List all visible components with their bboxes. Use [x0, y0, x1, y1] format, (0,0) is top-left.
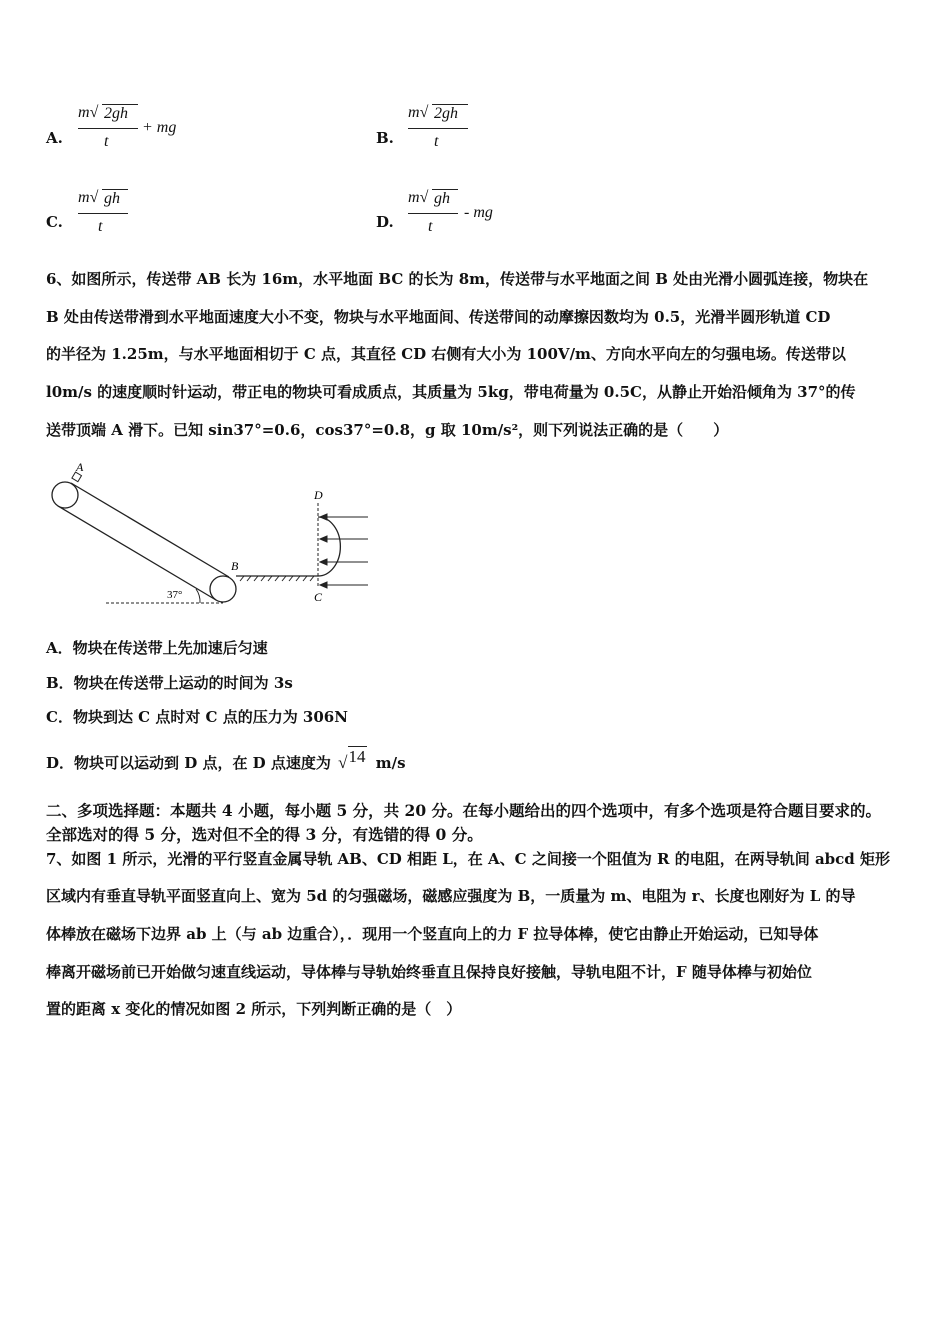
angle-arc	[196, 589, 200, 603]
belt-top	[71, 483, 229, 577]
q7-line-3: 体棒放在磁场下边界 ab 上（与 ab 边重合），．现用一个竖直向上的力 F 拉导体棒，使它由静止开始运动，已知导体	[46, 925, 819, 943]
option-d-tail: - mg	[464, 204, 493, 221]
q7-line-5: 置的距离 x 变化的情况如图 2 所示，下列判断正确的是（ ）	[46, 1000, 462, 1018]
q7-line-4: 棒离开磁场前已开始做匀速直线运动，导体棒与导轨始终垂直且保持良好接触，导轨电阻不计，F 随导体棒与初始位	[46, 963, 812, 981]
q7-line-2: 区域内有垂直导轨平面竖直向上、宽为 5d 的匀强磁场，磁感应强度为 B，一质量为 m、电阻为 r、长度也刚好为 L 的导	[46, 887, 856, 905]
option-b-label: B.	[376, 129, 394, 147]
q6-line-3: 的半径为 1.25m，与水平地面相切于 C 点，其直径 CD 右侧有大小为 100V/m、方向水平向左的匀强电场。传送带以	[46, 345, 846, 363]
roller-a	[52, 482, 78, 508]
label-d: D	[314, 488, 323, 502]
ground-hatching	[240, 576, 314, 581]
q7-line-1: 7、如图 1 所示，光滑的平行竖直金属导轨 AB、CD 相距 L，在 A、C 之间接一个阻值为 R 的电阻，在两导轨间 abcd 矩形	[46, 850, 891, 868]
option-d-label: D.	[376, 213, 394, 231]
angle-label: 37°	[167, 589, 183, 601]
q6-line-1: 6、如图所示，传送带 AB 长为 16m，水平地面 BC 的长为 8m，传送带与水平地面之间 B 处由光滑小圆弧连接，物块在	[46, 270, 869, 288]
q6-option-c: C．物块到达 C 点时对 C 点的压力为 306N	[46, 708, 348, 726]
electric-field-arrows	[320, 514, 368, 588]
option-a-tail: + mg	[142, 119, 177, 136]
belt-bottom	[58, 506, 216, 600]
option-a-label: A.	[46, 129, 63, 147]
q6-line-5: 送带顶端 A 滑下。已知 sin37°=0.6，cos37°=0.8，g 取 10m/s²，则下列说法正确的是（ ）	[46, 421, 729, 439]
label-c: C	[314, 590, 323, 604]
option-c-label: C.	[46, 213, 63, 231]
label-b: B	[231, 559, 239, 573]
section-2-line-2: 全部选对的得 5 分，选对但不全的得 3 分，有选错的得 0 分。	[46, 825, 483, 844]
semicircle-track	[318, 517, 340, 576]
q6-line-2: B 处由传送带滑到水平地面速度大小不变，物块与水平地面间、传送带间的动摩擦因数均为 0.5，光滑半圆形轨道 CD	[46, 308, 831, 326]
q6-option-a: A．物块在传送带上先加速后匀速	[46, 639, 268, 657]
conveyor-figure	[40, 455, 380, 615]
label-a: A	[76, 460, 84, 474]
q6-option-d: D．物块可以运动到 D 点，在 D 点速度为 √14 m/s	[46, 747, 406, 772]
q6-option-b: B．物块在传送带上运动的时间为 3s	[46, 674, 293, 692]
q6-line-4: l0m/s 的速度顺时针运动，带正电的物块可看成质点，其质量为 5kg，带电荷量为 0.5C，从静止开始沿倾角为 37°的传	[46, 383, 856, 401]
sqrt-14: √14	[338, 747, 366, 772]
section-2-line-1: 二、多项选择题：本题共 4 小题，每小题 5 分，共 20 分。在每小题给出的四个选项中，有多个选项是符合题目要求的。	[46, 801, 882, 820]
